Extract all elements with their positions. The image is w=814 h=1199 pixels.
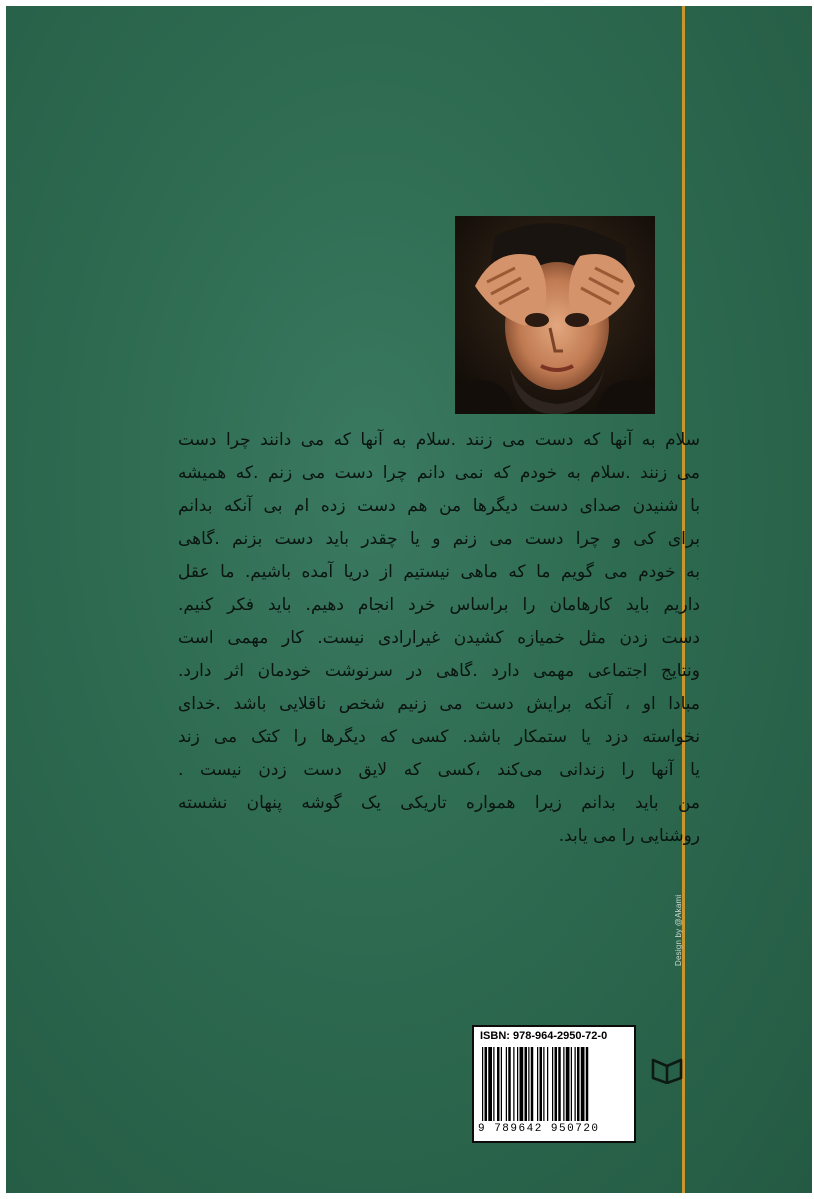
barcode-bar bbox=[552, 1047, 553, 1121]
barcode-bar bbox=[517, 1047, 518, 1121]
barcode-bar bbox=[497, 1047, 500, 1121]
barcode-bar bbox=[586, 1047, 589, 1121]
blurb-line: می زنند .سلام به خودم که نمی دانم چرا دست می زنم .که همیشه bbox=[178, 463, 700, 483]
barcode-bar bbox=[543, 1047, 544, 1121]
barcode-bar bbox=[528, 1047, 529, 1121]
barcode-bar bbox=[501, 1047, 502, 1121]
barcode-bar bbox=[488, 1047, 492, 1121]
design-credit: Design by @Akami bbox=[674, 894, 683, 966]
barcode-bar bbox=[558, 1047, 561, 1121]
isbn-label: ISBN: 978-964-2950-72-0 bbox=[480, 1030, 608, 1042]
barcode-bar bbox=[508, 1047, 511, 1121]
barcode-bar bbox=[540, 1047, 543, 1121]
barcode-bar bbox=[566, 1047, 570, 1121]
blurb-line: مبادا او ، آنکه برایش دست می زنیم شخص ناقلایی باشد .خدای bbox=[178, 694, 700, 714]
blurb-line: به خودم می گویم ما که ماهی نیستیم از دریا آمده باشیم. ما عقل bbox=[178, 562, 700, 582]
blurb-line: روشنایی را می یابد. bbox=[558, 826, 700, 846]
barcode-digits: 9 789642 950720 bbox=[478, 1123, 600, 1135]
blurb-line: داریم باید کارهامان را براساس خرد انجام دهیم. باید فکر کنیم. bbox=[178, 595, 700, 615]
barcode-bar bbox=[485, 1047, 488, 1121]
blurb-line: من باید بدانم زیرا همواره تاریکی یک گوشه پنهان نشسته bbox=[178, 793, 700, 813]
blurb-line: ونتایج اجتماعی مهمی دارد .گاهی در سرنوشت خودمان اثر دارد. bbox=[178, 661, 700, 681]
barcode-bar bbox=[525, 1047, 528, 1121]
barcode-bar bbox=[520, 1047, 524, 1121]
barcode-bar bbox=[537, 1047, 538, 1121]
barcode-bar bbox=[571, 1047, 572, 1121]
isbn-barcode-box bbox=[472, 1025, 636, 1143]
barcode-bar bbox=[555, 1047, 558, 1121]
barcode-bar bbox=[577, 1047, 580, 1121]
barcode-bar bbox=[531, 1047, 534, 1121]
barcode-bar bbox=[493, 1047, 494, 1121]
blurb-line: برای کی و چرا دست می زنم و یا چقدر باید دست بزنم .گاهی bbox=[178, 529, 700, 549]
barcode-bar bbox=[482, 1047, 483, 1121]
barcode-bar bbox=[563, 1047, 564, 1121]
blurb-text bbox=[178, 424, 700, 853]
author-photo bbox=[455, 216, 655, 414]
barcode-bar bbox=[575, 1047, 576, 1121]
blurb-line: دست زدن مثل خمیازه کشیدن غیرارادی نیست. کار مهمی است bbox=[178, 628, 700, 648]
blurb-line: یا آنها را زندانی می‌کند ،کسی که لایق دست زدن نیست . bbox=[178, 760, 700, 780]
barcode-bar bbox=[506, 1047, 507, 1121]
back-cover bbox=[6, 6, 812, 1193]
blurb-line: سلام به آنها که دست می زنند .سلام به آنها که می دانند چرا دست bbox=[178, 430, 700, 450]
barcode-bar bbox=[513, 1047, 514, 1121]
blurb-line: نخواسته دزد یا ستمکار باشد. کسی که دیگرها را کتک می زند bbox=[178, 727, 700, 747]
barcode-bar bbox=[547, 1047, 548, 1121]
barcode bbox=[482, 1047, 630, 1121]
barcode-bar bbox=[581, 1047, 585, 1121]
open-book-logo-icon bbox=[651, 1054, 683, 1084]
author-portrait-image bbox=[455, 216, 655, 414]
blurb-line: با شنیدن صدای دست دیگرها من هم دست زده ام بی آنکه بدانم bbox=[178, 496, 700, 516]
